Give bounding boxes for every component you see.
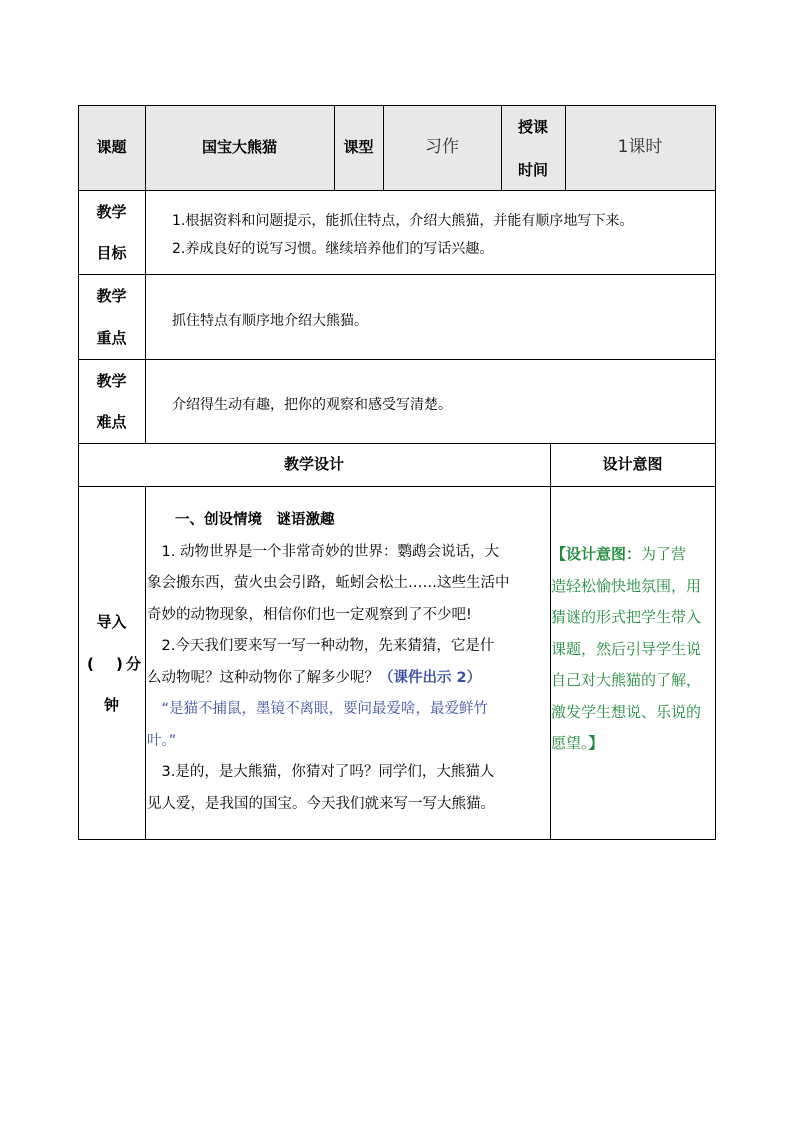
difficulty-text: 介绍得生动有趣，把你的观察和感受写清楚。 bbox=[172, 397, 452, 413]
table-border-bottom bbox=[78, 839, 716, 840]
paragraph-3-line-2: 见人爱，是我国的国宝。今天我们就来写一写大熊猫。 bbox=[147, 795, 495, 812]
intent-line-3: 猜谜的形式把学生带入 bbox=[551, 608, 702, 626]
paragraph-2-question: 么动物呢？这种动物你了解多少呢？ bbox=[147, 669, 379, 686]
paragraph-1-line-1: 1. 动物世界是一个非常奇妙的世界：鹦鹉会说话，大 bbox=[147, 543, 499, 560]
time-label-line2: 时间 bbox=[517, 161, 548, 179]
intent-line-4: 课题，然后引导学生说 bbox=[551, 639, 702, 658]
design-intent bbox=[551, 539, 713, 760]
focus-label-line1: 教学 bbox=[96, 287, 127, 305]
intent-line-1 bbox=[551, 539, 713, 571]
table-line-design-heading-bottom bbox=[78, 486, 716, 487]
intent-close-bracket: 】 bbox=[588, 734, 604, 752]
table-border-top bbox=[78, 105, 716, 106]
paragraph-1-line-2: 象会搬东西，萤火虫会引路，蚯蚓会松土……这些生活中 bbox=[147, 575, 510, 591]
goals-label-line1: 教学 bbox=[96, 203, 127, 221]
difficulty-label-line2: 难点 bbox=[96, 413, 127, 431]
goals-label-line2: 目标 bbox=[96, 244, 127, 262]
intent-last-text: 愿望。 bbox=[551, 734, 589, 752]
type-label: 课型 bbox=[343, 138, 374, 156]
table-line-goals-bottom bbox=[78, 274, 716, 275]
intent-line-2: 造轻松愉快地氛围，用 bbox=[551, 576, 702, 595]
goal-item-2: 2.养成良好的说写习惯。继续培养他们的写话兴趣。 bbox=[172, 241, 494, 257]
paragraph-2-line-2 bbox=[147, 663, 547, 695]
intent-label: 【设计意图： bbox=[551, 545, 642, 563]
intent-line-5: 自己对大熊猫的了解， bbox=[551, 671, 702, 689]
paragraph-3-line-1: 3.是的，是大熊猫，你猜对了吗？同学们，大熊猫人 bbox=[147, 764, 495, 780]
intent-heading: 设计意图 bbox=[602, 455, 663, 473]
focus-label-line2: 重点 bbox=[96, 329, 127, 347]
table-line-focus-bottom bbox=[78, 359, 716, 360]
stage-label-line2 bbox=[78, 644, 145, 685]
stage-label-line1: 导入 bbox=[96, 613, 127, 631]
time-label-line1: 授课 bbox=[517, 118, 548, 136]
courseware-note: （课件出示 2） bbox=[379, 669, 482, 686]
table-border-right bbox=[715, 105, 716, 840]
design-heading: 教学设计 bbox=[283, 455, 344, 473]
topic-value: 国宝大熊猫 bbox=[201, 138, 277, 156]
topic-label: 课题 bbox=[96, 138, 127, 156]
difficulty-label-line1: 教学 bbox=[96, 372, 127, 390]
focus-text: 抓住特点有顺序地介绍大熊猫。 bbox=[172, 313, 368, 329]
design-body bbox=[147, 505, 547, 820]
intent-line-6: 激发学生想说、乐说的 bbox=[551, 702, 702, 721]
stage-minutes-unit: 分 bbox=[126, 655, 142, 673]
table-line-stage-column bbox=[145, 486, 146, 840]
paragraph-2-line-1: 2.今天我们要来写一写一种动物，先来猜猜，它是什 bbox=[147, 638, 495, 654]
riddle-line-2: 叶。” bbox=[147, 732, 177, 749]
intent-line-7 bbox=[551, 728, 713, 760]
table-line-header-bottom bbox=[78, 190, 716, 191]
stage-paren-close: ) bbox=[116, 655, 123, 673]
goal-item-1: 1.根据资料和问题提示，能抓住特点，介绍大熊猫，并能有顺序地写下来。 bbox=[172, 213, 634, 229]
stage-paren-open: ( bbox=[87, 655, 94, 673]
stage-label-line3: 钟 bbox=[103, 696, 119, 714]
time-value: 1课时 bbox=[617, 137, 663, 157]
riddle-line-1: “是猫不捕鼠，墨镜不离眼，要问最爱啥，最爱鲜竹 bbox=[147, 701, 489, 717]
section-title: 一、创设情境 谜语激趣 bbox=[175, 512, 335, 528]
paragraph-1-line-3: 奇妙的动物现象，相信你们也一定观察到了不少吧! bbox=[147, 606, 472, 623]
intent-line-1-text: 为了营 bbox=[641, 545, 687, 563]
type-value: 习作 bbox=[425, 137, 459, 157]
